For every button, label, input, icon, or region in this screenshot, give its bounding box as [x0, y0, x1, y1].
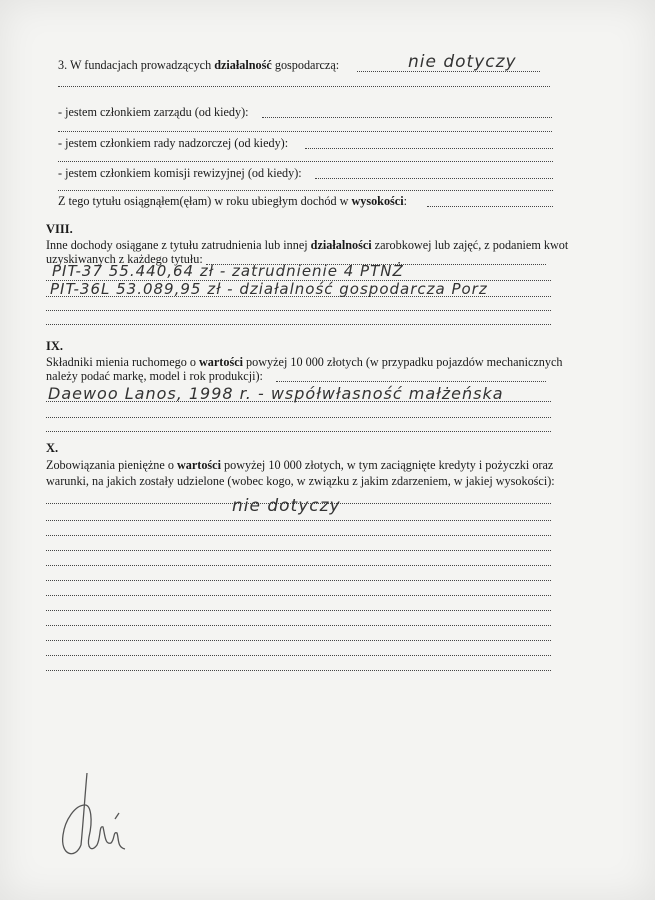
section8-text: Inne dochody osiągane z tytułu zatrudnienia lub innej — [46, 238, 308, 252]
board-member-label: - jestem członkiem zarządu (od kiedy): — [58, 105, 249, 119]
dotted-line — [58, 131, 552, 132]
section8-heading: VIII. — [46, 222, 73, 236]
section9-line2: należy podać markę, model i rok produkcji): — [46, 369, 263, 383]
section3-text: W fundacjach prowadzących — [69, 58, 212, 72]
audit-member-label: - jestem członkiem komisji rewizyjnej (od kiedy): — [58, 166, 302, 180]
dotted-line — [427, 206, 553, 207]
income-colon: : — [403, 194, 407, 208]
income-text: Z tego tytułu osiągnąłem(ęłam) w roku ubiegłym dochód w — [58, 194, 349, 208]
dotted-line — [276, 381, 546, 382]
dotted-line — [46, 580, 551, 581]
dotted-line — [315, 178, 553, 179]
dotted-line — [58, 161, 553, 162]
dotted-line — [46, 670, 551, 671]
section10-line2: warunki, na jakich zostały udzielone (wobec kogo, w związku z jakim zdarzeniem, w jakiej wysokości): — [46, 474, 555, 488]
dotted-line — [46, 520, 551, 521]
signature — [55, 765, 145, 865]
supervisory-member-label: - jestem członkiem rady nadzorczej (od kiedy): — [58, 136, 289, 150]
dotted-line — [262, 117, 552, 118]
income-bold: wysokości — [351, 194, 404, 208]
dotted-line — [46, 550, 551, 551]
dotted-line — [46, 565, 551, 566]
dotted-line — [58, 86, 550, 87]
dotted-line — [46, 310, 551, 311]
dotted-line — [46, 655, 551, 656]
dotted-line — [58, 190, 553, 191]
section10-text-after: powyżej 10 000 złotych, w tym zaciągnięte kredyty i pożyczki oraz — [224, 458, 554, 472]
dotted-line — [46, 625, 551, 626]
section9-bold: wartości — [199, 355, 243, 369]
handwritten-liabilities: nie dotyczy — [232, 496, 341, 516]
section9-line1 — [46, 355, 562, 369]
section8-line1 — [46, 238, 568, 252]
section8-line2: uzyskiwanych z każdego tytułu: — [46, 252, 203, 266]
dotted-line — [46, 640, 551, 641]
handwritten-assets: Daewoo Lanos, 1998 r. - współwłasność małżeńska — [48, 384, 504, 403]
dotted-line — [46, 296, 551, 297]
section8-text-after: zarobkowej lub zajęć, z podaniem kwot — [374, 238, 569, 252]
section9-text-after: powyżej 10 000 złotych (w przypadku pojazdów mechanicznych — [246, 355, 563, 369]
section3-number: 3. — [58, 58, 68, 72]
section10-bold: wartości — [176, 458, 221, 472]
section3-text-after: gospodarczą: — [274, 58, 340, 72]
section10-line1 — [46, 458, 553, 472]
section3-bold: działalność — [214, 58, 272, 72]
dotted-line — [46, 324, 551, 325]
dotted-line — [46, 417, 551, 418]
dotted-line — [46, 535, 551, 536]
dotted-line — [305, 148, 553, 149]
section3-line — [58, 58, 339, 72]
dotted-line — [46, 431, 551, 432]
handwritten-income-1: PIT-37 55.440,64 zł - zatrudnienie 4 PTNŻ — [52, 262, 404, 280]
dotted-line — [46, 610, 551, 611]
section10-heading: X. — [46, 441, 59, 455]
handwritten-answer: nie dotyczy — [408, 52, 517, 72]
section8-bold: działalności — [310, 238, 372, 252]
dotted-line — [46, 595, 551, 596]
income-line — [58, 194, 407, 208]
section10-text: Zobowiązania pieniężne o — [46, 458, 174, 472]
section9-heading: IX. — [46, 339, 64, 353]
handwritten-income-2: PIT-36L 53.089,95 zł - działalność gospodarcza Porz — [50, 280, 488, 298]
dotted-line — [46, 401, 551, 402]
section9-text: Składniki mienia ruchomego o — [46, 355, 196, 369]
